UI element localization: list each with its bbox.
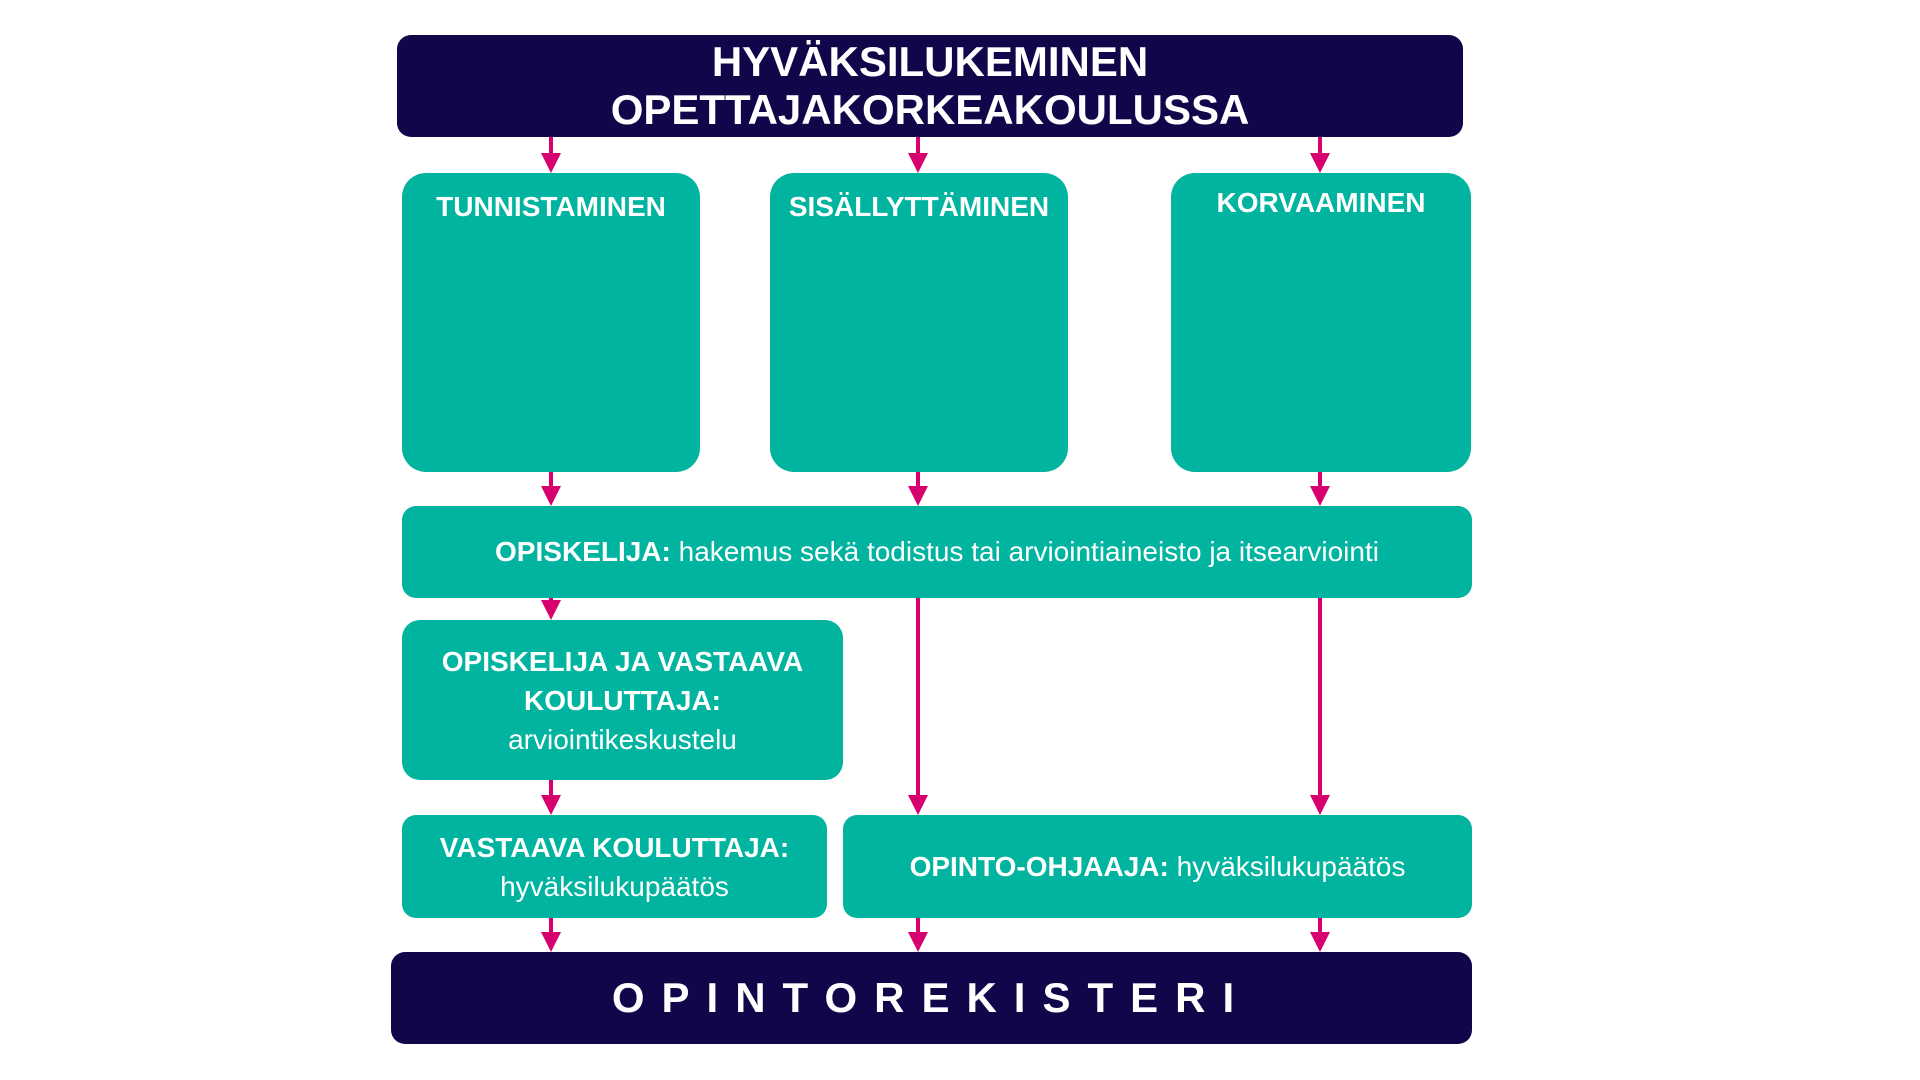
keskustelu-text: arviointikeskustelu [508, 723, 737, 755]
arviointikeskustelu-box [402, 620, 843, 780]
opintorekisteri-box [391, 952, 1472, 1044]
opinto-ohjaaja-box [843, 815, 1472, 918]
opiskelija-box [402, 506, 1472, 598]
tunnistaminen-label: TUNNISTAMINEN [436, 191, 666, 222]
sisallyttaminen-box [770, 173, 1068, 472]
vastaava-kouluttaja-box [402, 815, 827, 918]
title-text: HYVÄKSILUKEMINEN OPETTAJAKORKEAKOULUSSA [610, 38, 1250, 133]
keskustelu-label-line2: KOULUTTAJA: [523, 684, 721, 716]
opinto-ohjaaja-label: OPINTO-OHJAAJA: [909, 850, 1169, 882]
sisallyttaminen-label: SISÄLLYTTÄMINEN [788, 191, 1050, 222]
opiskelija-label: OPISKELIJA: [495, 536, 671, 567]
tunnistaminen-box [402, 173, 700, 472]
vastaava-label: VASTAAVA KOULUTTAJA: [439, 831, 790, 863]
korvaaminen-box [1171, 173, 1471, 472]
opinto-ohjaaja-text: hyväksilukupäätös [1168, 850, 1406, 882]
korvaaminen-label: KORVAAMINEN [1216, 187, 1426, 218]
keskustelu-label-line1: OPISKELIJA JA VASTAAVA [441, 645, 804, 677]
vastaava-text: hyväksilukupäätös [500, 870, 729, 902]
title-box [397, 35, 1463, 137]
opiskelija-text: hakemus sekä todistus tai arviointiaineisto ja itsearviointi [670, 536, 1379, 567]
opintorekisteri-text: OPINTOREKISTERI [611, 974, 1252, 1021]
